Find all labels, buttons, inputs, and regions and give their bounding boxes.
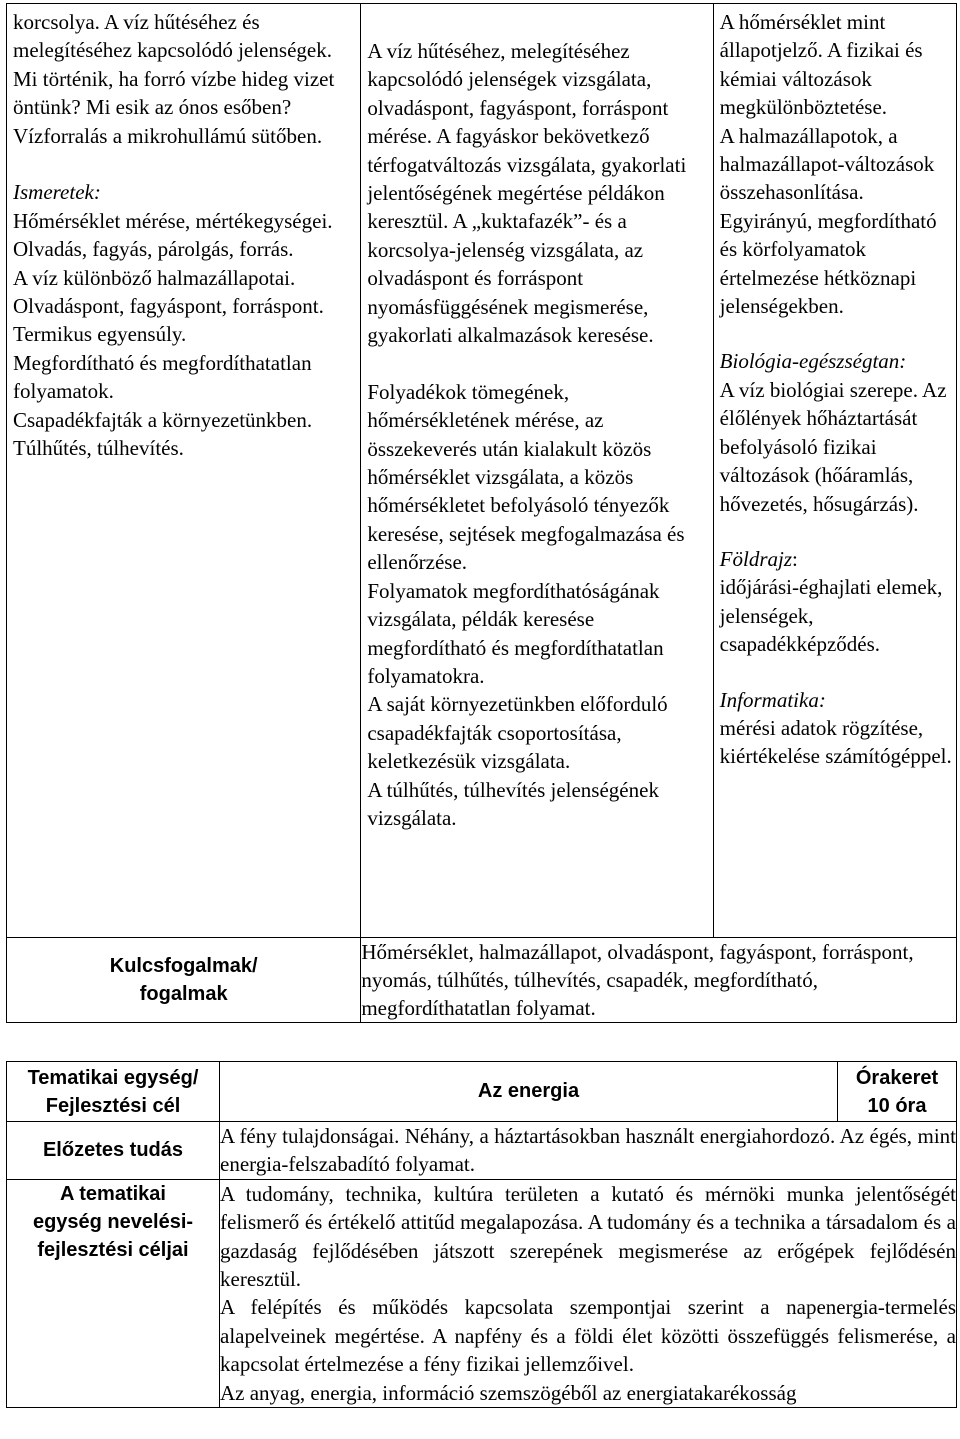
knowledge-item: Hőmérséklet mérése, mértékegységei.	[13, 208, 333, 233]
key-concepts-label	[7, 938, 361, 1023]
prior-knowledge-text	[220, 1122, 957, 1180]
unit-label	[7, 1062, 220, 1122]
informatics-text: mérési adatok rögzítése, kiértékelése számítógéppel.	[719, 715, 952, 769]
knowledge-item: Csapadékfajták a környezetünkben. Túlhűtés, túlhevítés.	[13, 407, 313, 461]
curriculum-table	[6, 3, 957, 1023]
knowledge-column	[7, 4, 361, 938]
activity-text: A túlhűtés, túlhevítés jelenségének vizsgálata.	[367, 777, 659, 830]
biology-text: A víz biológiai szerepe. Az élőlények hőháztartását befolyásoló fizikai változások (hőáramlás, hővezetés, hősugárzás).	[719, 377, 947, 516]
key-concepts-text: Hőmérséklet, halmazállapot, olvadáspont, fagyáspont, forráspont, nyomás, túlhűtés, túlhevítés, csapadék, megfordítható, megfordíthatatlan folyamat.	[361, 938, 957, 1023]
knowledge-item: Olvadáspont, fagyáspont, forráspont.	[13, 294, 324, 319]
concepts-column	[713, 4, 956, 938]
activity-text: Folyadékok tömegének, hőmérsékletének mérése, az összekeverés után kialakult közös hőmérséklet vizsgálata, a közös hőmérsékletet befolyásoló tényezők keresése, sejtések megfogalmazása és ellenőrzése.	[367, 379, 685, 575]
goals-paragraph: A felépítés és működés kapcsolata szempontjai szerint a napenergia-termelés alapelveinek megértése. A napfény és a földi élet közötti összefüggés felismerése, a kapcsolat értelmezése a fény fizikai jellemzőivel.	[220, 1295, 956, 1377]
concept-text: Egyirányú, megfordítható és körfolyamatok értelmezése hétköznapi jelenségekben.	[719, 208, 937, 319]
hours-cell	[838, 1062, 957, 1122]
unit-header-row	[7, 1062, 957, 1122]
goals-label-line1: A tematikai	[60, 1182, 166, 1205]
prior-knowledge-paragraph: A fény tulajdonságai. Néhány, a háztartásokban használt energiahordozó. Az égés, mint energia-felszabadító folyamat.	[220, 1124, 956, 1177]
hours-value: 10 óra	[867, 1094, 927, 1117]
activities-column	[361, 4, 713, 938]
goals-row	[7, 1179, 957, 1407]
knowledge-item: A víz különböző halmazállapotai.	[13, 265, 296, 290]
biology-heading: Biológia-egészségtan:	[719, 349, 907, 374]
hours-label: Órakeret	[855, 1066, 939, 1089]
knowledge-heading: Ismeretek:	[13, 180, 101, 205]
key-concepts-row	[7, 938, 957, 1023]
concept-text: A halmazállapotok, a halmazállapot-változások összehasonlítása.	[719, 123, 935, 205]
concept-text: A hőmérséklet mint állapotjelző. A fizikai és kémiai változások megkülönböztetése.	[719, 10, 923, 120]
unit-table	[6, 1061, 957, 1408]
prior-knowledge-row	[7, 1122, 957, 1180]
key-concepts-label-line2: fogalmak	[139, 983, 228, 1005]
goals-text	[220, 1179, 957, 1407]
goals-label-line3: fejlesztési céljai	[37, 1238, 189, 1261]
goals-label	[7, 1179, 220, 1407]
activity-text: Folyamatok megfordíthatóságának vizsgálata, példák keresése megfordítható és megfordíthatatlan folyamatokra.	[367, 578, 664, 688]
geography-colon: :	[792, 546, 798, 571]
knowledge-item: Olvadás, fagyás, párolgás, forrás.	[13, 237, 294, 262]
unit-label-line1: Tematikai egység/	[27, 1066, 199, 1089]
activity-text: A saját környezetünkben előforduló csapadékfajták csoportosítása, keletkezésük vizsgálata.	[367, 692, 668, 774]
activity-text: A víz hűtéséhez, melegítéséhez kapcsolódó jelenségek vizsgálata, olvadáspont, fagyáspont, forráspont mérése. A fagyáskor bekövetkező térfogatváltozás vizsgálata, gyakorlati jelentőségének megértése példákon keresztül. A „kuktafazék”- és a korcsolya-jelenség vizsgálata, az olvadáspont és forráspont nyomásfüggésének megismerése, gyakorlati alkalmazások keresése.	[367, 39, 687, 348]
unit-label-line2: Fejlesztési cél	[45, 1094, 181, 1117]
goals-paragraph: Az anyag, energia, információ szemszögéből az energiatakarékosság	[220, 1380, 797, 1405]
unit-title: Az energia	[220, 1062, 838, 1122]
goals-label-line2: egység nevelési-	[32, 1210, 194, 1233]
content-row	[7, 4, 957, 938]
intro-text: korcsolya. A víz hűtéséhez és melegítéséhez kapcsolódó jelenségek.	[13, 10, 332, 63]
key-concepts-label-line1: Kulcsfogalmak/	[109, 955, 258, 977]
knowledge-item: Termikus egyensúly.	[13, 322, 187, 347]
geography-text: időjárási-éghajlati elemek, jelenségek, csapadékképződés.	[719, 575, 943, 657]
geography-heading: Földrajz	[719, 546, 793, 571]
prior-knowledge-label: Előzetes tudás	[7, 1122, 220, 1180]
goals-paragraph: A tudomány, technika, kultúra területen a kutató és mérnöki munka jelentőségét felismerő és értékelő attitűd megalapozása. A tudomány és a technika a társadalom és a gazdaság fejlődésében játszott szerepének megismerése az erőgépek fejlődésén keresztül.	[220, 1181, 956, 1292]
informatics-heading: Informatika:	[719, 687, 826, 712]
questions-text: Mi történik, ha forró vízbe hideg vizet öntünk? Mi esik az ónos esőben? Vízforralás a mikrohullámú sütőben.	[13, 66, 335, 148]
knowledge-item: Megfordítható és megfordíthatatlan folyamatok.	[13, 350, 312, 404]
